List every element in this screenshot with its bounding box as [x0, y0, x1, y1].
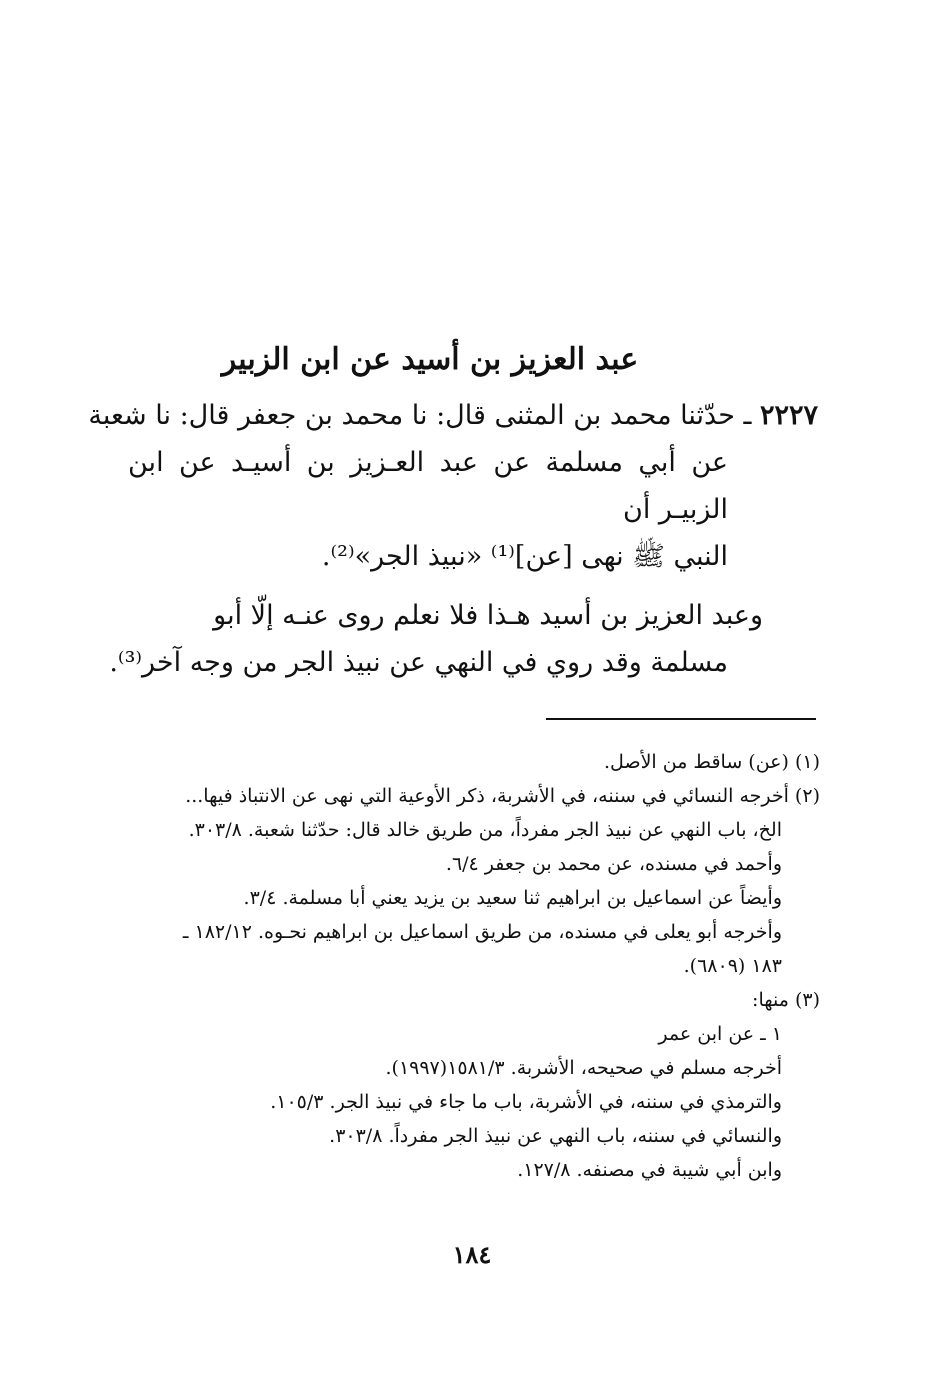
section-heading: عبد العزيز بن أسيد عن ابن الزبير	[221, 342, 639, 377]
hadith-line-3: النبي ﷺ نهى [عن]⁽¹⁾ «نبيذ الجر»⁽²⁾.	[321, 541, 728, 572]
footnote-2-line: وأحمد في مسنده، عن محمد بن جعفر ٦/٤.	[445, 853, 782, 875]
hadith-continuation	[128, 439, 818, 580]
comment-line-1: وعبد العزيز بن أسيد هـذا فلا نعلم روى عنـه إلّا أبو	[213, 600, 763, 631]
footnote-3-line: ١ ـ عن ابن عمر	[658, 1023, 782, 1045]
hadith-line-2: عن أبي مسلمة عن عبد العـزيز بن أسيـد عن ابن الزبيـر أن	[128, 447, 728, 525]
footnote-2: (٢) أخرجه النسائي في سننه، في الأشربة، ذكر الأوعية التي نهى عن الانتباذ فيها...	[185, 785, 820, 807]
footnote-1: (١) (عن) ساقط من الأصل.	[604, 751, 820, 773]
footnote-2-line: ١٨٣ (٦٨٠٩).	[683, 955, 782, 977]
footnote-2-line: وأخرجه أبو يعلى في مسنده، من طريق اسماعيل بن ابراهيم نحـوه. ١٨٢/١٢ ـ	[182, 921, 782, 943]
footnote-divider	[546, 718, 816, 720]
main-text	[88, 392, 818, 686]
footnote-2-line: الخ، باب النهي عن نبيذ الجر مفرداً، من طريق خالد قال: حدّثنا شعبة. ٣٠٣/٨.	[188, 819, 782, 841]
hadith-line-1	[88, 392, 818, 439]
hadith-number: ٢٢٢٧	[759, 400, 818, 431]
comment-line-2: مسلمة وقد روي في النهي عن نبيذ الجر من وجه آخر⁽³⁾.	[109, 647, 728, 678]
page-number: ١٨٤	[452, 1240, 492, 1269]
footnote-3-line: وابن أبي شيبة في مصنفه. ١٢٧/٨.	[517, 1159, 782, 1181]
footnote-3-line: والنسائي في سننه، باب النهي عن نبيذ الجر مفرداً. ٣٠٣/٨.	[329, 1125, 782, 1147]
footnote-3-line: أخرجه مسلم في صحيحه، الأشربة. ١٥٨١/٣(١٩٩٧).	[385, 1057, 782, 1079]
footnote-3: (٣) منها:	[752, 989, 820, 1011]
hadith-text-1: ـ حدّثنا محمد بن المثنى قال: نا محمد بن جعفر قال: نا شعبة	[88, 400, 752, 431]
author-comment	[109, 592, 818, 686]
footnote-3-line: والترمذي في سننه، في الأشربة، باب ما جاء في نبيذ الجر. ١٠٥/٣.	[270, 1091, 782, 1113]
footnote-2-line: وأيضاً عن اسماعيل بن ابراهيم ثنا سعيد بن يزيد يعني أبا مسلمة. ٣/٤.	[243, 887, 782, 909]
footnotes	[120, 745, 820, 1187]
